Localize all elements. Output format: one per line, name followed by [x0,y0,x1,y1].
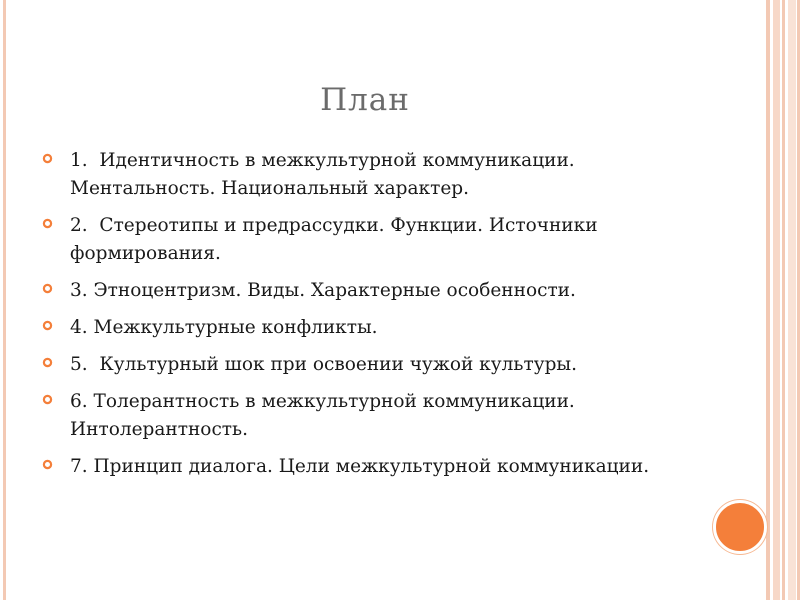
orange-circle-bullet-icon [42,459,53,470]
right-decorative-stripe [773,0,780,600]
orange-circle-bullet-icon [42,357,53,368]
list-item-text: 3. Этноцентризм. Виды. Характерные особенности. [70,280,576,301]
list-item [42,277,722,305]
right-decorative-stripe [782,0,785,600]
orange-circle-bullet-icon [42,394,53,405]
list-item [42,453,722,481]
list-item [42,212,722,268]
list-item [42,147,722,203]
list-item-text: 1. Идентичность в межкультурной коммуникации. Ментальность. Национальный характер. [70,150,581,199]
list-item [42,351,722,379]
orange-circle-decoration-icon [713,500,767,554]
list-item-text: 6. Толерантность в межкультурной коммуникации. Интолерантность. [70,391,581,440]
list-item-text: 4. Межкультурные конфликты. [70,317,378,338]
orange-circle-bullet-icon [42,283,53,294]
orange-circle-bullet-icon [42,218,53,229]
orange-circle-bullet-icon [42,153,53,164]
list-item [42,388,722,444]
orange-circle-bullet-icon [42,320,53,331]
slide-title: План [320,82,410,118]
list-item [42,314,722,342]
list-item-text: 2. Стереотипы и предрассудки. Функции. Источники формирования. [70,215,604,264]
plan-list [42,147,722,490]
list-item-text: 5. Культурный шок при освоении чужой культуры. [70,354,578,375]
right-decorative-stripe [788,0,796,600]
list-item-text: 7. Принцип диалога. Цели межкультурной коммуникации. [70,456,650,477]
right-decorative-stripe [766,0,770,600]
